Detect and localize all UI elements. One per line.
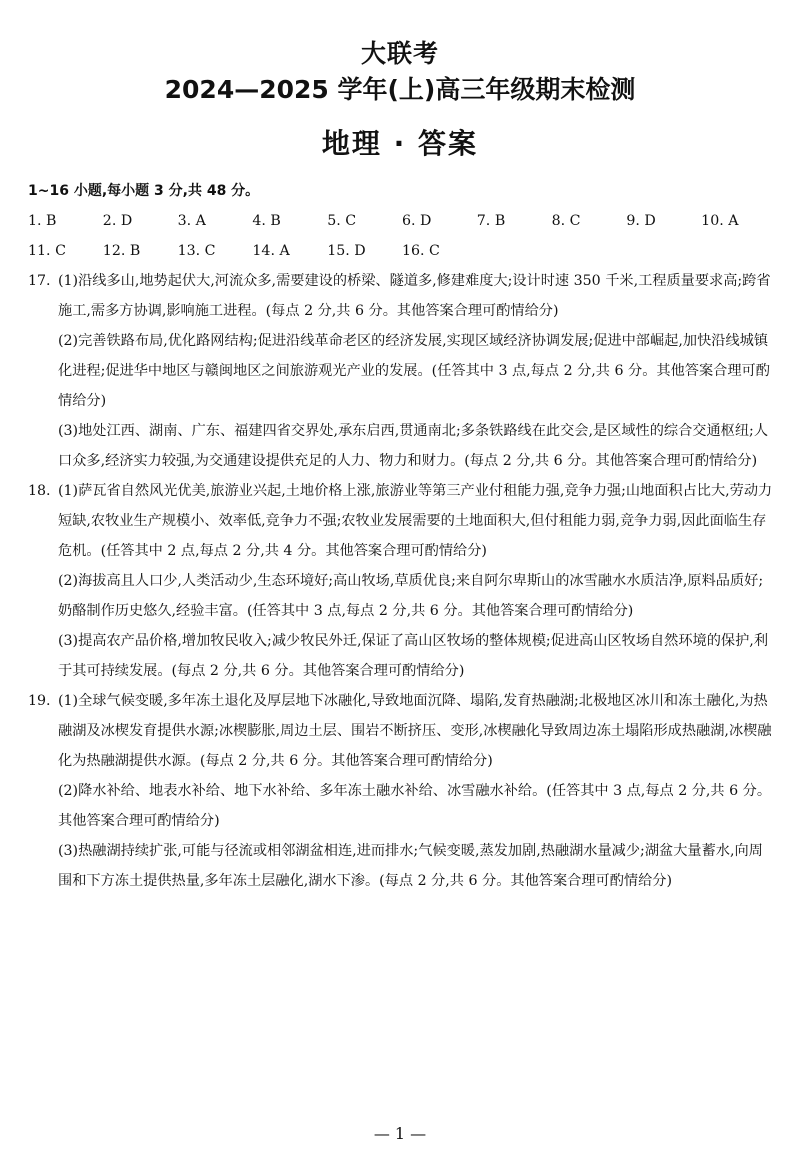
mcq-answer: 4. B (252, 213, 281, 229)
mcq-answer: 14. A (252, 243, 290, 259)
mcq-answer: 5. C (327, 213, 357, 229)
mcq-answer: 12. B (102, 243, 141, 259)
mcq-answer: 3. A (177, 213, 206, 229)
mcq-answer: 15. D (327, 243, 366, 259)
mcq-answer: 11. C (28, 243, 66, 259)
mcq-answer: 9. D (626, 213, 656, 229)
mcq-answer: 6. D (401, 213, 432, 229)
question-18-part-2: (2)海拔高且人口少,人类活动少,生态环境好;高山牧场,草质优良;来自阿尔卑斯山的冰雪融水水质洁净,原料品质好;奶酪制作历史悠久,经验丰富。(任答其中 3 点,每点 2 分,共 6 分。其他答案合理可酌情给分) (58, 573, 764, 619)
question-19-part-2: (2)降水补给、地表水补给、地下水补给、多年冻土融水补给、冰雪融水补给。(任答其中 3 点,每点 2 分,共 6 分。其他答案合理可酌情给分) (58, 783, 772, 829)
mcq-answers (28, 206, 776, 266)
mcq-answer: 13. C (177, 243, 216, 259)
question-19-part-3: (3)热融湖持续扩张,可能与径流或相邻湖盆相连,进而排水;气候变暖,蒸发加剧,热融湖水量减少;湖盆大量蓄水,向周围和下方冻土提供热量,多年冻土层融化,湖水下渗。(每点 2 分,共 6 分。其他答案合理可酌情给分) (58, 843, 763, 889)
question-number: 18. (28, 483, 51, 499)
answer-text: (1)萨瓦省自然风光优美,旅游业兴起,土地价格上涨,旅游业等第三产业付租能力强,竞争力强;山地面积占比大,劳动力短缺,农牧业生产规模小、效率低,竞争力不强;农牧业发展需要的土地面积大,但付租能力弱,竞争力弱,因此面临生存危机。(任答其中 2 点,每点 2 分,共 4 分。其他答案合理可酌情给分) (58, 483, 773, 559)
question-17-part-1 (28, 266, 776, 326)
question-number: 17. (28, 273, 51, 289)
question-17-part-2: (2)完善铁路布局,优化路网结构;促进沿线革命老区的经济发展,实现区域经济协调发展;促进中部崛起,加快沿线城镇化进程;促进华中地区与赣闽地区之间旅游观光产业的发展。(任答其中 3 点,每点 2 分,共 6 分。其他答案合理可酌情给分) (58, 333, 770, 409)
answer-text: (1)全球气候变暖,多年冻土退化及厚层地下冰融化,导致地面沉降、塌陷,发育热融湖;北极地区冰川和冻土融化,为热融湖及冰楔发育提供水源;冰楔膨胀,周边土层、围岩不断挤压、变形,冰楔融化导致周边冻土塌陷形成热融湖,冰楔融化为热融湖提供水源。(每点 2 分,共 6 分。其他答案合理可酌情给分) (58, 693, 772, 769)
question-19 (28, 686, 776, 896)
mcq-answer: 16. C (401, 243, 440, 259)
mcq-answer: 10. A (701, 213, 739, 229)
answer-text: (1)沿线多山,地势起伏大,河流众多,需要建设的桥梁、隧道多,修建难度大;设计时速 350 千米,工程质量要求高;跨省施工,需多方协调,影响施工进程。(每点 2 分,共 6 分。其他答案合理可酌情给分) (58, 273, 771, 319)
question-17-part-3: (3)地处江西、湖南、广东、福建四省交界处,承东启西,贯通南北;多条铁路线在此交会,是区域性的综合交通枢纽;人口众多,经济实力较强,为交通建设提供充足的人力、物力和财力。(每点 2 分,共 6 分。其他答案合理可酌情给分) (58, 423, 769, 469)
question-number: 19. (28, 693, 51, 709)
question-19-part-1 (28, 686, 776, 776)
subject-title: 地理 · 答案 (321, 127, 479, 160)
mcq-answer: 2. D (102, 213, 133, 229)
question-18 (28, 476, 776, 686)
mcq-answer: 7. B (476, 213, 506, 229)
exam-title: 2024—2025 学年(上)高三年级期末检测 (164, 75, 636, 104)
question-18-part-3: (3)提高农产品价格,增加牧民收入;减少牧民外迁,保证了高山区牧场的整体规模;促进高山区牧场自然环境的保护,利于其可持续发展。(每点 2 分,共 6 分。其他答案合理可酌情给分) (58, 633, 769, 679)
mcq-answer: 1. B (28, 213, 57, 229)
mcq-instruction: 1~16 小题,每小题 3 分,共 48 分。 (28, 183, 260, 199)
question-18-part-1 (28, 476, 776, 566)
answer-content (28, 176, 776, 896)
question-17 (28, 266, 776, 476)
mcq-answer: 8. C (551, 213, 581, 229)
page-number: — 1 — (373, 1124, 427, 1143)
brand-title: 大联考 (360, 39, 439, 68)
